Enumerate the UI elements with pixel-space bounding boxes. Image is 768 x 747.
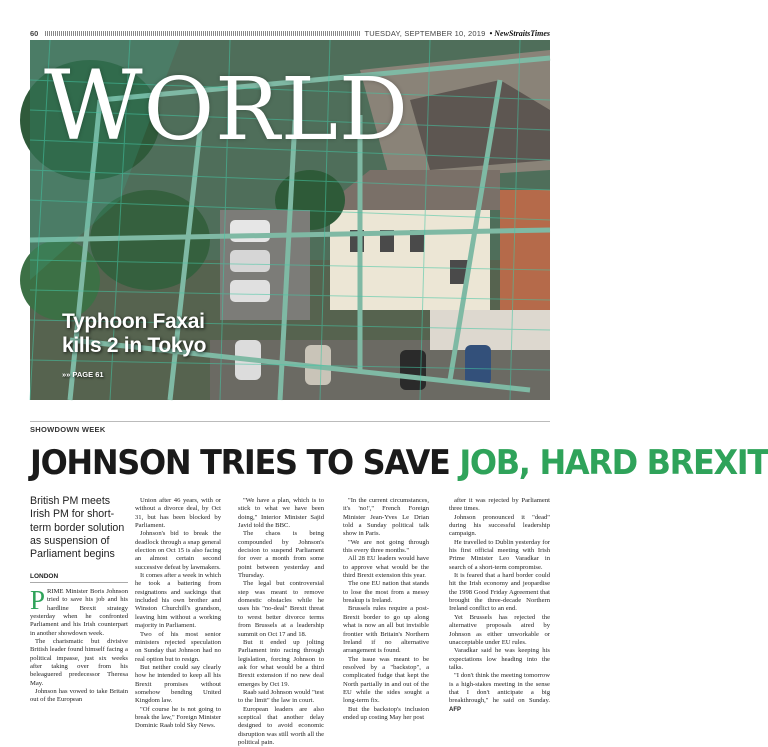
body-paragraph: Brussels rules require a post-Brexit border to go up along what is now an all but invisible frontier with Britain's Northern Ireland if no alternative arrangement is found. [343, 605, 429, 655]
body-paragraph: European leaders are also sceptical that another delay designed to avoid economic disruption was still worth all the political pain. [238, 705, 324, 746]
section-title-rest: ORLD [143, 60, 409, 160]
page-reference: »» PAGE 61 [62, 370, 104, 379]
body-paragraph: Varadkar said he was keeping his expectations low heading into the talks. [449, 647, 550, 671]
body-paragraph: All 28 EU leaders would have to approve what would be the third Brexit extension this year. [343, 555, 429, 580]
body-paragraph: after it was rejected by Parliament three times. [449, 497, 550, 513]
dateline-rule [30, 582, 128, 583]
body-paragraph: "In the current circumstances, it's 'no!'," French Foreign Minister Jean-Yves Le Drian told a Sunday political talk show in Paris. [343, 497, 429, 538]
header-rule [45, 31, 360, 36]
body-paragraph: Johnson has vowed to take Britain out of the European [30, 688, 128, 704]
body-paragraph: But neither could say clearly how he intended to keep all his Brexit promises without somehow bending United Kingdom law. [135, 663, 221, 705]
body-paragraph: "We are not going through this every three months." [343, 538, 429, 555]
body-paragraph: The one EU nation that stands to lose the most from a messy breakup is Ireland. [343, 580, 429, 605]
body-paragraph: It is feared that a hard border could hit the Irish economy and jeopardise the 1998 Good Friday Agreement that brought the three-decade Northern Ireland conflict to an end. [449, 572, 550, 613]
body-paragraph: "Of course he is not going to break the law," Foreign Minister Dominic Raab told Sky News. [135, 705, 221, 730]
photo-caption-line1: Typhoon Faxai [62, 310, 205, 333]
section-title [44, 50, 409, 162]
body-paragraph: "We have a plan, which is to stick to what we have been doing," Interior Minister Sajid Javid told the BBC. [238, 497, 324, 530]
masthead-name: NewStraitsTimes [494, 28, 550, 38]
body-paragraph: The charismatic but divisive British leader found himself facing a political impasse, just six weeks after taking over from his beleaguered predecessor Theresa May. [30, 638, 128, 687]
headline-part1: JOHNSON TRIES TO SAVE [30, 443, 450, 483]
body-paragraph: Two of his most senior ministers rejected speculation on Sunday that Johnson had no real option but to resign. [135, 630, 221, 663]
section-title-initial: W [44, 50, 144, 162]
body-paragraph: Johnson pronounced it "dead" during his successful leadership campaign. [449, 513, 550, 538]
body-paragraph: But the backstop's inclusion ended up costing May her post [343, 705, 429, 721]
body-paragraph: Johnson's bid to break the deadlock through a snap general election on Oct 15 is also facing an almost certain second successive defeat by lawmakers. [135, 530, 221, 571]
body-paragraph: But it ended up jolting Parliament into racing through legislation, forcing Johnson to ask for what would be a third Brexit extension if no new deal emerges by Oct 19. [238, 638, 324, 688]
headline-part2: JOB, HARD BREXIT [459, 443, 768, 483]
story-kicker: SHOWDOWN WEEK [30, 425, 106, 434]
body-column-3 [238, 497, 324, 747]
body-paragraph: PRIME Minister Boris Johnson tried to save his job and his hardline Brexit strategy yesterday when he confronted Parliament and his Irish counterpart in another showdown week. [30, 585, 128, 637]
kicker-rule [30, 421, 550, 422]
body-column-1 [30, 585, 128, 705]
body-paragraph: The chaos is being compounded by Johnson's decision to suspend Parliament for over a month from some point between yesterday and Thursday. [238, 530, 324, 580]
body-paragraph: Union after 46 years, with or without a divorce deal, by Oct 31, but has been blocked by Parliament. [135, 497, 221, 530]
body-paragraph: He travelled to Dublin yesterday for his first official meeting with Irish Prime Minister Leo Varadkar in search of a short-term compromise. [449, 538, 550, 571]
body-column-5 [449, 497, 550, 714]
photo-caption-line2: kills 2 in Tokyo [62, 334, 207, 357]
masthead-logo: • NewStraitsTimes [487, 28, 550, 38]
body-paragraph: "I don't think the meeting tomorrow is a high-stakes meeting in the sense that I don't anticipate a big breakthrough," he said on Sunday. AFP [449, 672, 550, 713]
story-headline [30, 443, 768, 483]
drop-cap: P [30, 585, 46, 615]
body-paragraph: Raab said Johnson would "test to the limit" the law in court. [238, 688, 324, 705]
body-paragraph: The legal but controversial step was meant to remove domestic obstacles while he uses his "no-deal" Brexit threat to wrest better divorce terms from Brussels at a leadership summit on Oct 17 and 18. [238, 580, 324, 638]
dateline: LONDON [30, 573, 59, 580]
page-number: 60 [30, 28, 39, 38]
body-column-4 [343, 497, 429, 722]
body-column-2 [135, 497, 221, 731]
issue-date: TUESDAY, SEPTEMBER 10, 2019 [364, 28, 486, 38]
page-header [30, 27, 550, 39]
photo-caption [62, 310, 206, 358]
body-paragraph: The issue was meant to be resolved by a "backstop", a complicated fudge that kept the North partially in and out of the EU while the sides sought a long-term fix. [343, 655, 429, 705]
wire-credit: AFP [449, 706, 461, 713]
body-paragraph: It comes after a week in which he took a battering from resignations and sackings that included his own brother and Winston Churchill's grandson, leaving him without a working majority in Parliament. [135, 572, 221, 630]
lead-photo [30, 40, 550, 400]
body-paragraph: Yet Brussels has rejected the alternative proposals aired by Johnson as either unworkable or unacceptable under EU rules. [449, 613, 550, 646]
standfirst: British PM meets Irish PM for short-term border solution as suspension of Parliament begins [30, 495, 125, 561]
